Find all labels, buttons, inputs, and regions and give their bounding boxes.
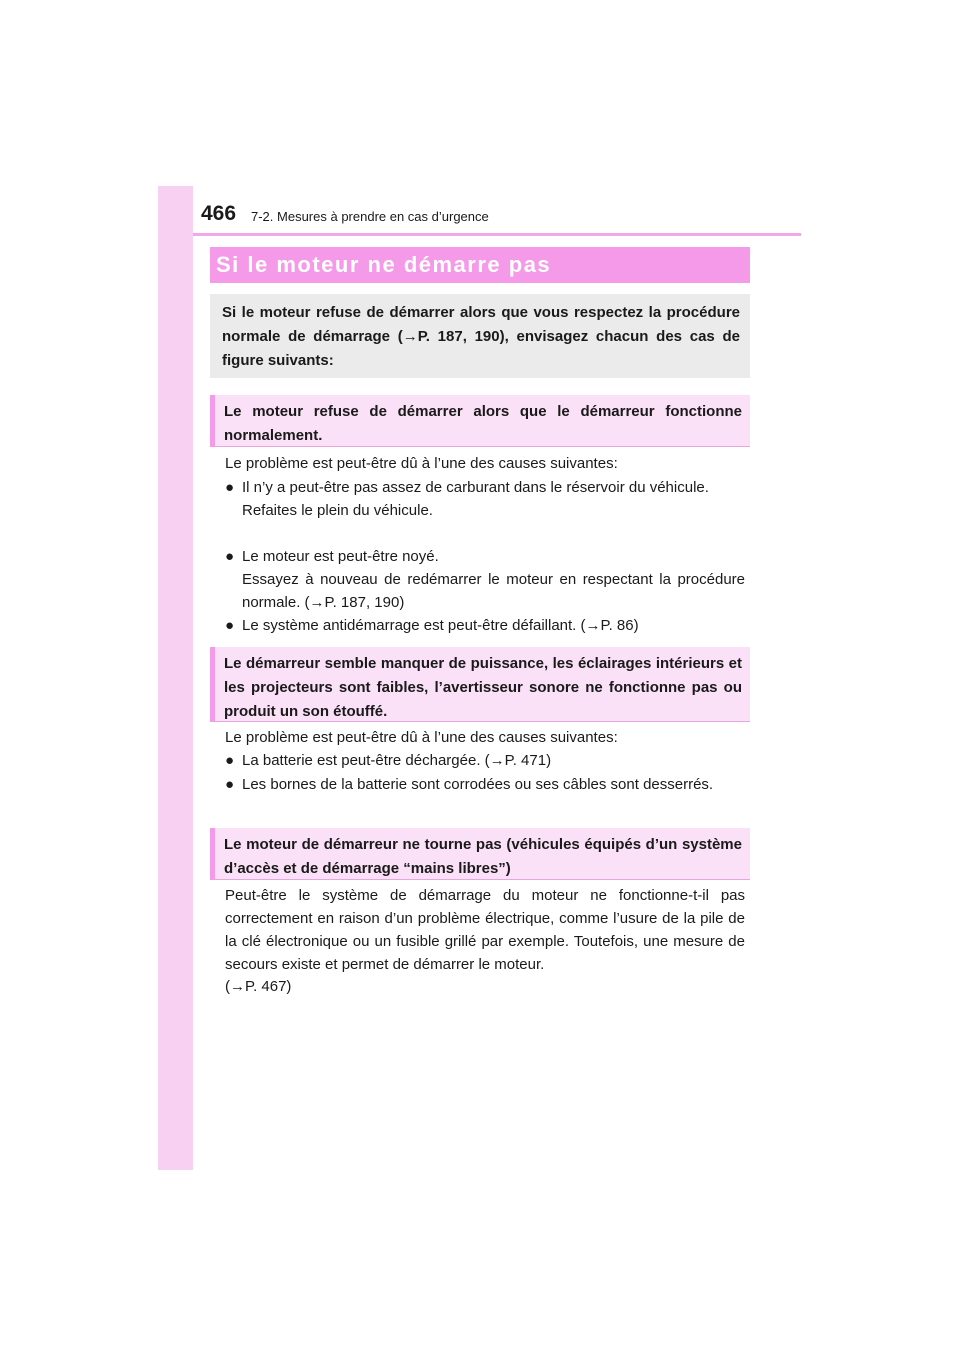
bullet-icon: ● [225,617,235,634]
bullet-text: Le système antidémarrage est peut-être défaillant. (→P. 86) [242,617,639,634]
header-rule [193,233,801,236]
list-item [225,749,745,772]
page-title: Si le moteur ne démarre pas [216,252,552,277]
section-3-body: Peut-être le système de démarrage du moteur ne fonctionne-t-il pas correctement en raison d’un problème électrique, comme l’usure de la pile de la clé électronique ou un fusible grillé par exemple. Toutefois, une mesure de secours existe et permet de démarrer le moteur. [225,887,745,973]
bullet-text: Le moteur est peut-être noyé. [242,548,439,565]
side-tab-strip [158,186,193,1170]
list-item [225,476,745,522]
title-bar [210,247,750,283]
bullet-text: Il n’y a peut-être pas assez de carburant dans le réservoir du véhicule. [242,479,709,496]
bullet-icon: ● [225,752,235,769]
section-2-heading: Le démarreur semble manquer de puissance, les éclairages intérieurs et les projecteurs sont faibles, l’avertisseur sonore ne fonctionne pas ou produit un son étouffé. [210,647,750,722]
intro-box [210,294,750,378]
section-1-lead: Le problème est peut-être dû à l’une des causes suivantes: [225,455,618,472]
list-item [225,773,745,796]
bullet-subtext: Essayez à nouveau de redémarrer le moteur en respectant la procédure normale. (→P. 187, 190) [242,571,745,611]
list-item [225,614,745,637]
bullet-text: La batterie est peut-être déchargée. (→P. 471) [242,752,552,769]
section-2-lead: Le problème est peut-être dû à l’une des causes suivantes: [225,729,618,746]
section-reference: 7-2. Mesures à prendre en cas d’urgence [251,209,489,224]
intro-text: Si le moteur refuse de démarrer alors que vous respectez la procédure normale de démarrage (→P. 187, 190), envisagez chacun des cas de figure suivants: [222,304,740,369]
bullet-icon: ● [225,776,235,793]
bullet-icon: ● [225,548,235,565]
bullet-subtext: Refaites le plein du véhicule. [242,502,433,519]
page-number: 466 [201,202,237,225]
section-3-reference: (→P. 467) [225,978,292,995]
section-3-heading: Le moteur de démarreur ne tourne pas (véhicules équipés d’un système d’accès et de démarrage “mains libres”) [210,828,750,880]
bullet-text: Les bornes de la batterie sont corrodées ou ses câbles sont desserrés. [242,776,714,793]
list-item [225,545,745,614]
bullet-icon: ● [225,479,235,496]
section-1-heading: Le moteur refuse de démarrer alors que le démarreur fonctionne normalement. [210,395,750,447]
